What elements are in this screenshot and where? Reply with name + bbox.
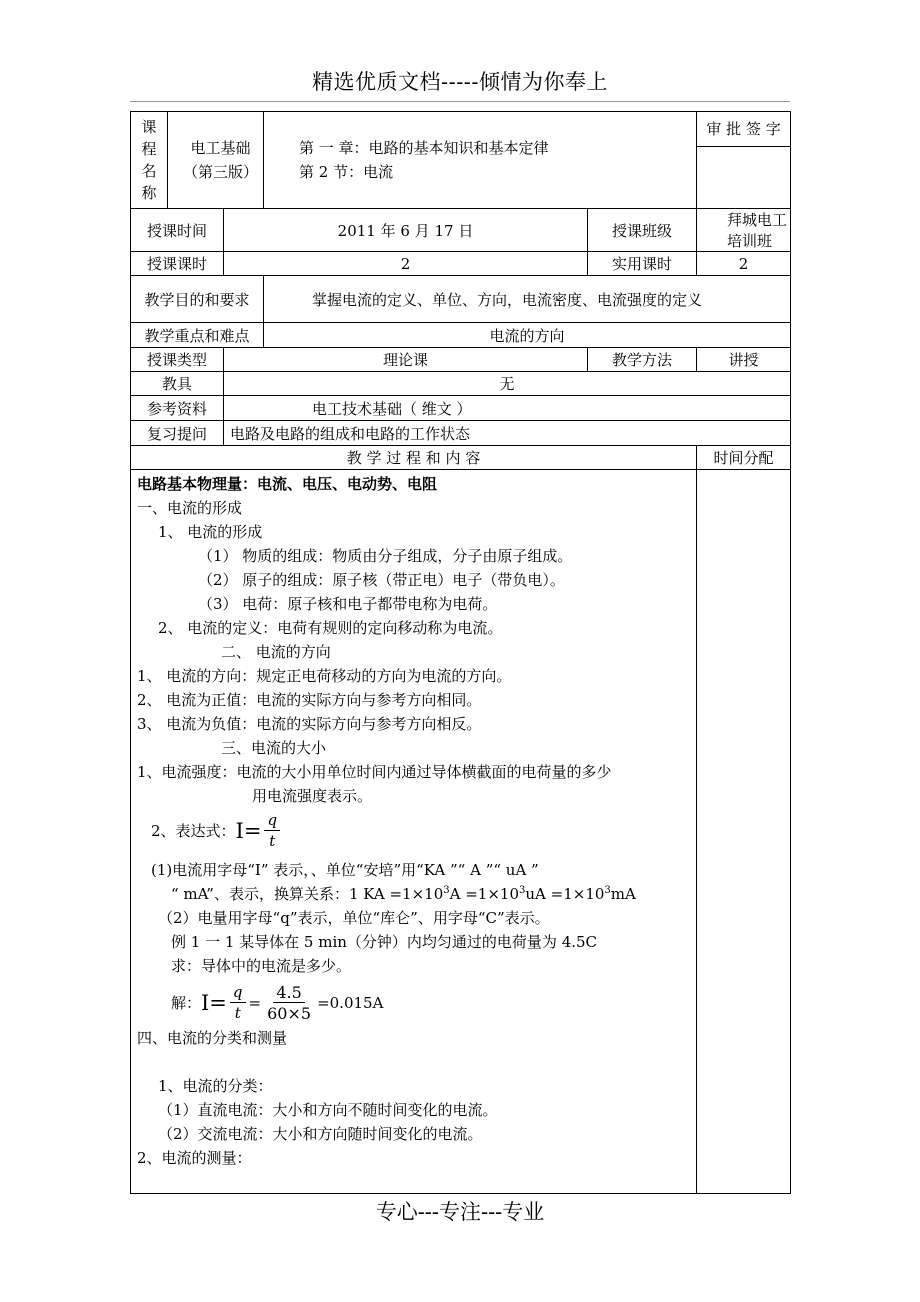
formula-q: q — [264, 811, 280, 831]
reference-label: 参考资料 — [131, 396, 224, 421]
process-header: 教 学 过 程 和 内 容 — [131, 446, 697, 470]
solution-result: =0.015A — [317, 994, 384, 1012]
item-1-1: 1、 电流的形成 — [158, 523, 263, 541]
type-value: 理论课 — [224, 348, 588, 372]
date-label: 授课时间 — [131, 209, 224, 252]
approval-label: 审 批 签 字 — [697, 112, 790, 147]
formula-t: t — [269, 831, 276, 850]
note-1-line-b: “ mA”、表示，换算关系：1 KA $=1\times 10^3A =1\times 10^3uA =1\times 10^3mA$ — [171, 885, 636, 903]
time-allocation-cell — [697, 470, 791, 1194]
item-4-2: 2、电流的测量： — [137, 1149, 252, 1167]
hours-label: 授课课时 — [131, 252, 224, 276]
formula-label: 2、表达式： — [151, 822, 236, 840]
item-1-1a: （1） 物质的组成：物质由分子组成，分子由原子组成。 — [198, 547, 573, 565]
actual-hours-label: 实用课时 — [588, 252, 697, 276]
note-1-line-a: (1)电流用字母“I” 表示，、单位“安培”用“KA ”“ A ”“ uA ” — [151, 861, 539, 879]
course-name — [168, 112, 264, 209]
example-line-1: 例 1 一 1 某导体在 5 min（分钟）内均匀通过的电荷量为 4.5C — [171, 933, 598, 951]
tools-value: 无 — [224, 372, 791, 396]
course-name-line2: （第三版） — [183, 163, 259, 181]
item-4-1: 1、电流的分类： — [158, 1077, 273, 1095]
section-3-heading: 三、电流的大小 — [221, 739, 327, 757]
page-header: 精选优质文档-----倾情为你奉上 — [312, 70, 608, 94]
reference-value: 电工技术基础（ 维文 ） — [224, 396, 791, 421]
formula-fraction — [264, 811, 280, 852]
hours-value: 2 — [224, 252, 588, 276]
item-2-2: 2、 电流为正值：电流的实际方向与参考方向相同。 — [137, 691, 482, 709]
page-footer: 专心---专注---专业 — [375, 1200, 545, 1224]
item-2-3: 3、 电流为负值：电流的实际方向与参考方向相反。 — [137, 715, 482, 733]
date-value: 2011 年 6 月 17 日 — [224, 209, 588, 252]
item-3-1a: 1、电流强度：电流的大小用单位时间内通过导体横截面的电荷量的多少 — [137, 763, 612, 781]
item-1-1b: （2） 原子的组成：原子核（带正电）电子（带负电）。 — [198, 571, 565, 589]
header-divider — [130, 101, 790, 102]
solution-I: I= — [201, 991, 227, 1015]
formula-I: I= — [235, 819, 262, 843]
course-chapter-cell — [264, 112, 697, 209]
type-label: 授课类型 — [131, 348, 224, 372]
review-value: 电路及电路的组成和电路的工作状态 — [224, 421, 791, 446]
solution-label: 解： — [171, 994, 202, 1012]
solution-line — [171, 978, 383, 1028]
item-3-1b: 用电流强度表示。 — [252, 787, 373, 805]
tools-label: 教具 — [131, 372, 224, 396]
time-header: 时间分配 — [697, 446, 791, 470]
goal-label: 教学目的和要求 — [131, 276, 264, 323]
class-label: 授课班级 — [588, 209, 697, 252]
approval-cell — [697, 112, 791, 209]
lesson-plan-table — [130, 111, 791, 1194]
review-label: 复习提问 — [131, 421, 224, 446]
solution-fraction-1: $\frac{q}{t}$ — [230, 983, 246, 1024]
method-label: 教学方法 — [588, 348, 697, 372]
process-content — [131, 470, 697, 1194]
chapter-title: 第 一 章：电路的基本知识和基本定律 — [299, 139, 549, 157]
item-1-1c: （3） 电荷：原子核和电子都带电称为电荷。 — [198, 595, 498, 613]
section-4-heading: 四、电流的分类和测量 — [137, 1029, 288, 1047]
actual-hours-value: 2 — [697, 252, 791, 276]
key-value: 电流的方向 — [264, 323, 791, 348]
section-1-heading: 一、电流的形成 — [137, 499, 243, 517]
section-title: 第 2 节：电流 — [299, 163, 394, 181]
goal-value: 掌握电流的定义、单位、方向，电流密度、电流强度的定义 — [264, 276, 791, 323]
note-2: （2）电量用字母“q”表示，单位“库仑”、用字母“C”表示。 — [158, 909, 550, 927]
course-name-label: 课 程 名 称 — [131, 112, 168, 209]
item-2-1: 1、 电流的方向：规定正电荷移动的方向为电流的方向。 — [137, 667, 512, 685]
item-1-2: 2、 电流的定义：电荷有规则的定向移动称为电流。 — [158, 619, 503, 637]
item-4-1a: （1）直流电流：大小和方向不随时间变化的电流。 — [158, 1101, 498, 1119]
solution-equals: = — [248, 994, 262, 1012]
content-title: 电路基本物理量：电流、电压、电动势、电阻 — [137, 475, 438, 493]
course-name-line1: 电工基础 — [190, 139, 251, 157]
section-2-heading: 二、 电流的方向 — [221, 643, 331, 661]
class-value: 拜城电工培训班 — [697, 209, 791, 252]
example-line-2: 求：导体中的电流是多少。 — [171, 957, 352, 975]
formula-line — [151, 810, 283, 852]
item-4-1b: （2）交流电流：大小和方向随时间变化的电流。 — [158, 1125, 483, 1143]
solution-fraction-2: $\frac{4.5}{60\times 5}$ — [267, 982, 312, 1023]
method-value: 讲授 — [697, 348, 791, 372]
key-label: 教学重点和难点 — [131, 323, 264, 348]
